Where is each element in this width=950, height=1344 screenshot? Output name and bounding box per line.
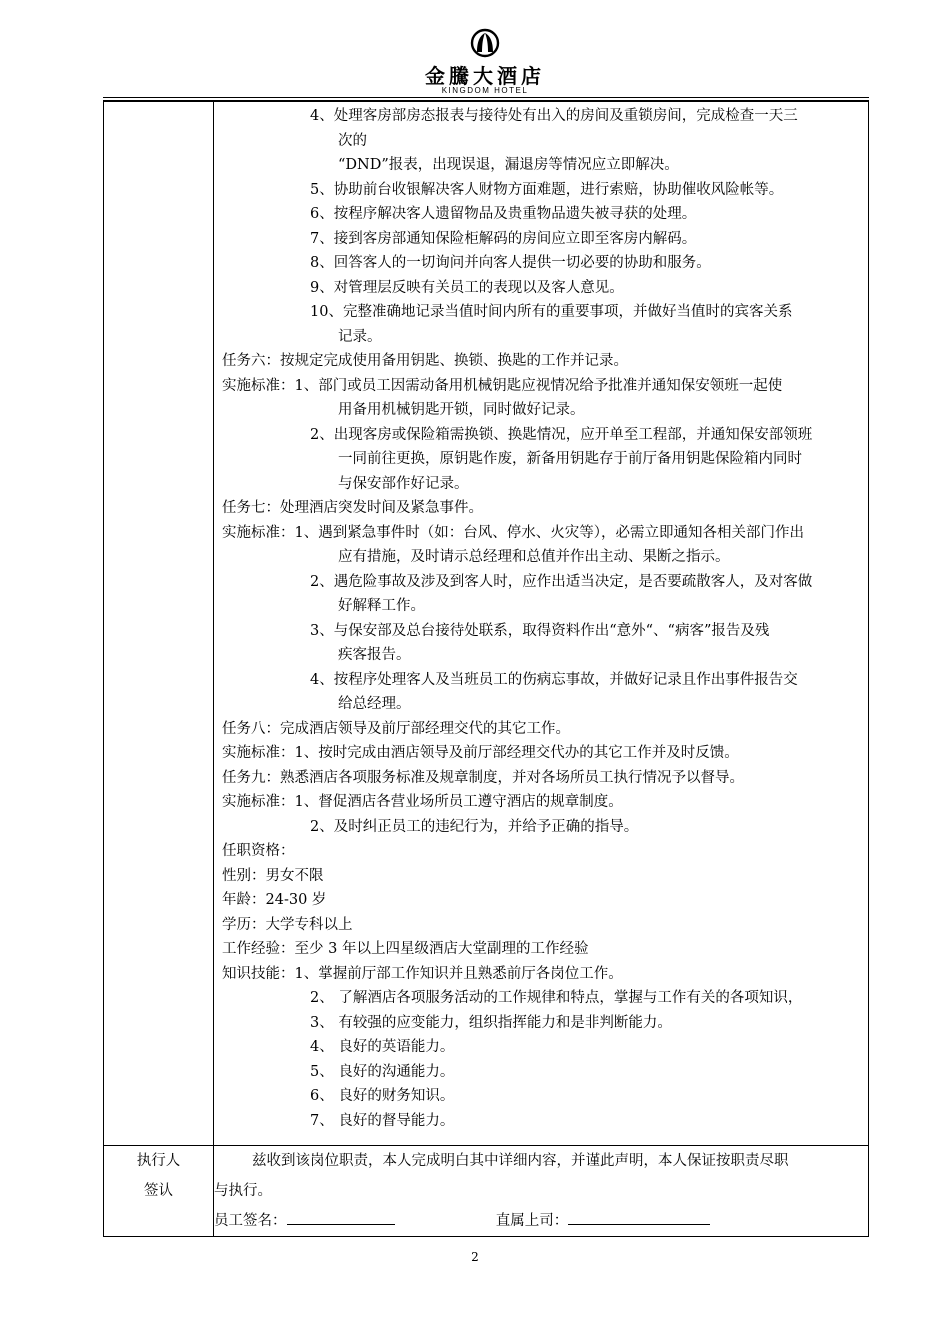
duty-line: 10、完整准确地记录当值时间内所有的重要事项，并做好当值时的宾客关系: [310, 304, 793, 320]
duty-line: 4、处理客房部房态报表与接待处有出入的房间及重锁房间，完成检查一天三: [310, 108, 798, 124]
duty-line: “DND”报表，出现误退，漏退房等情况应立即解决。: [338, 157, 679, 173]
duty-line: 9、对管理层反映有关员工的表现以及客人意见。: [310, 279, 624, 296]
duty-line: 2、出现客房或保险箱需换锁、换匙情况，应开单至工程部，并通知保安部领班: [310, 426, 813, 443]
duty-line: 2、 了解酒店各项服务活动的工作规律和特点，掌握与工作有关的各项知识，: [310, 990, 803, 1006]
duty-line: 8、回答客人的一切询问并向客人提供一切必要的协助和服务。: [310, 255, 711, 271]
exec-row: [104, 1146, 869, 1237]
duty-line: 工作经验：至少 3 年以上四星级酒店大堂副理的工作经验: [222, 941, 589, 957]
duty-line: 3、与保安部及总台接待处联系，取得资料作出“意外“、“病客”报告及残: [310, 622, 770, 639]
duty-line: 次的: [338, 132, 367, 149]
duty-line: 4、按程序处理客人及当班员工的伤病忘事故，并做好记录且作出事件报告交: [310, 671, 798, 688]
duty-line: 7、 良好的督导能力。: [310, 1112, 455, 1129]
employee-sign-field[interactable]: [287, 1208, 395, 1225]
exec-label-line2: 签认: [144, 1183, 173, 1199]
duties-content-cell: [214, 102, 869, 1146]
duty-line: 任务六：按规定完成使用备用钥匙、换锁、换匙的工作并记录。: [222, 353, 628, 369]
exec-label-cell: [104, 1146, 214, 1237]
kingdom-hotel-logo-icon: [440, 28, 530, 62]
duty-line: 6、按程序解决客人遗留物品及贵重物品遗失被寻获的处理。: [310, 206, 697, 222]
employee-sign-label: 员工签名：: [214, 1213, 287, 1229]
duty-line: 7、接到客房部通知保险柜解码的房间应立即至客房内解码。: [310, 230, 697, 247]
supervisor-sign-field[interactable]: [568, 1208, 710, 1225]
duty-line: 5、 良好的沟通能力。: [310, 1063, 455, 1080]
duty-line: 疾客报告。: [338, 647, 411, 663]
duty-line: 任务八：完成酒店领导及前厅部经理交代的其它工作。: [222, 720, 570, 737]
duty-line: 一同前往更换，原钥匙作废，新备用钥匙存于前厅备用钥匙保险箱内同时: [338, 451, 802, 467]
duty-line: 3、 有较强的应变能力，组织指挥能力和是非判断能力。: [310, 1014, 672, 1031]
duty-line: 2、遇危险事故及涉及到客人时，应作出适当决定，是否要疏散客人，及对客做: [310, 573, 813, 590]
duty-line: 5、协助前台收银解决客人财物方面难题，进行索赔，协助催收风险帐等。: [310, 181, 784, 198]
duties-text: [214, 102, 868, 1133]
duty-line: 实施标准：1、部门或员工因需动备用机械钥匙应视情况给予批准并通知保安领班一起使: [222, 377, 783, 394]
duty-line: 实施标准：1、督促酒店各营业场所员工遵守酒店的规章制度。: [222, 794, 623, 810]
duty-line: 应有措施，及时请示总经理和总值并作出主动、果断之指示。: [338, 549, 730, 565]
duty-line: 6、 良好的财务知识。: [310, 1088, 455, 1104]
duty-line: 年龄：24-30 岁: [222, 892, 327, 908]
signature-line: [214, 1206, 868, 1236]
duty-line: 任务九：熟悉酒店各项服务标准及规章制度，并对各场所员工执行情况予以督导。: [222, 769, 744, 786]
duty-line: 2、及时纠正员工的违纪行为，并给予正确的指导。: [310, 818, 639, 835]
duty-line: 性别：男女不限: [222, 867, 324, 884]
brand-name-chinese: 金騰大酒店: [425, 64, 545, 88]
duty-line: 任务七：处理酒店突发时间及紧急事件。: [222, 500, 483, 516]
duty-line: 4、 良好的英语能力。: [310, 1039, 455, 1055]
duty-line: 实施标准：1、遇到紧急事件时（如：台风、停水、火灾等），必需立即通知各相关部门作出: [222, 524, 804, 541]
duty-line: 实施标准：1、按时完成由酒店领导及前厅部经理交代办的其它工作并及时反馈。: [222, 745, 739, 761]
header-rule: [103, 97, 869, 98]
duties-row: [104, 102, 869, 1146]
duty-line: 任职资格：: [222, 843, 295, 859]
exec-content-cell: [214, 1146, 869, 1237]
duty-line: 好解释工作。: [338, 598, 425, 614]
exec-statement-line1: 兹收到该岗位职责，本人完成明白其中详细内容，并谨此声明，本人保证按职责尽职: [252, 1153, 789, 1169]
left-label-cell: [104, 102, 214, 1146]
duty-line: 学历：大学专科以上: [222, 916, 353, 933]
supervisor-label: 直属上司：: [495, 1213, 569, 1229]
brand-name-english: KINGDOM HOTEL: [441, 86, 529, 95]
duty-line: 知识技能：1、掌握前厅部工作知识并且熟悉前厅各岗位工作。: [222, 965, 623, 982]
exec-statement-line2: 与执行。: [214, 1183, 272, 1199]
duty-line: 与保安部作好记录。: [338, 475, 469, 492]
duty-line: 用备用机械钥匙开锁，同时做好记录。: [338, 402, 585, 418]
job-duty-table: [103, 101, 869, 1237]
page-number: 2: [471, 1250, 479, 1264]
duty-line: 给总经理。: [338, 696, 411, 712]
exec-label-line1: 执行人: [136, 1153, 181, 1169]
duty-line: 记录。: [338, 328, 382, 345]
page-header: [0, 0, 950, 98]
